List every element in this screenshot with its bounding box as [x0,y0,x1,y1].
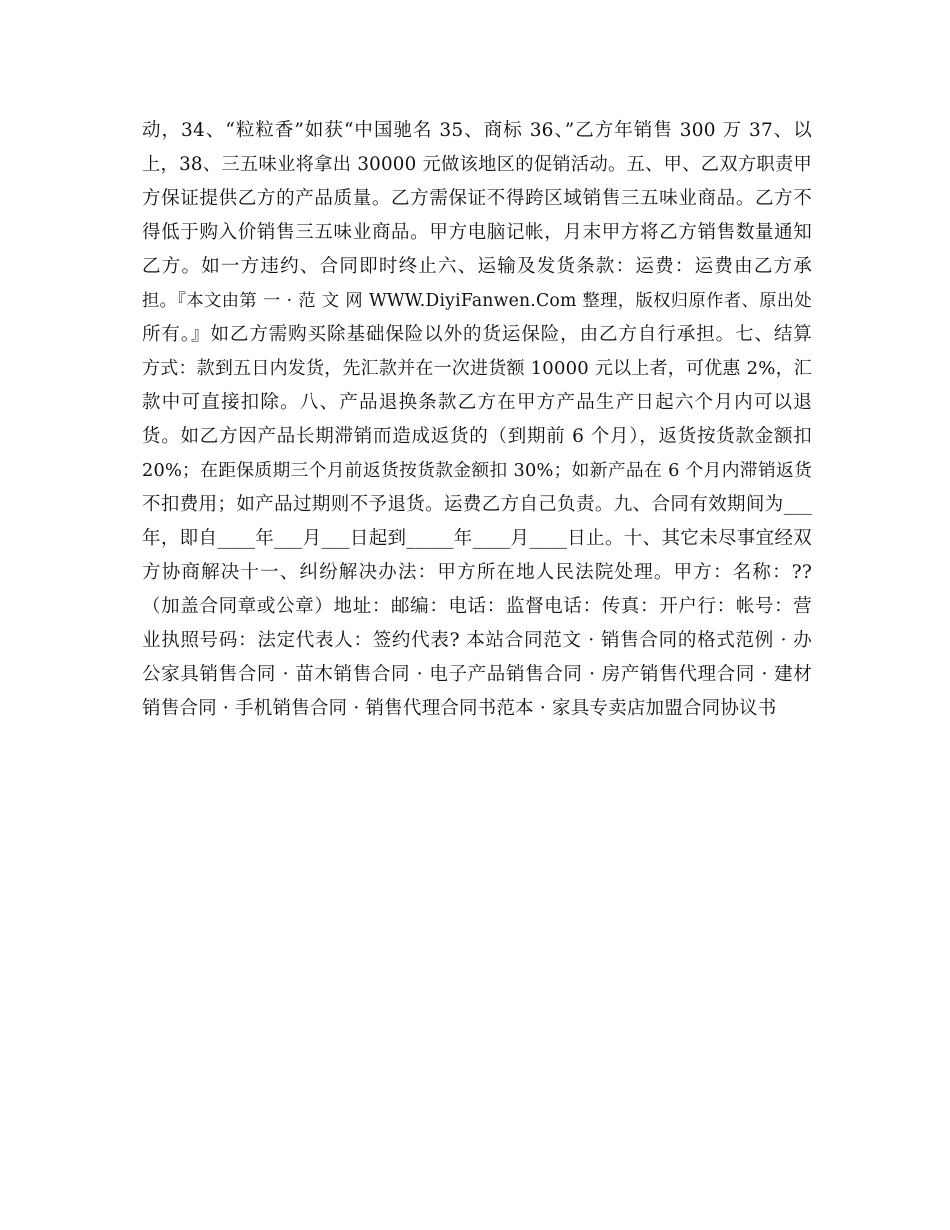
text-line: 年，即自____年___月___日起到_____年____月____日止。十、其它未尽事宜经双 [142,528,812,549]
text-line: 方协商解决十一、纠纷解决办法：甲方所在地人民法院处理。甲方：名称：?? [142,562,812,583]
text-line: 得低于购入价销售三五味业商品。甲方电脑记帐，月末甲方将乙方销售数量通知 [142,222,812,243]
text-line: 20%；在距保质期三个月前返货按货款金额扣 30%；如新产品在 6 个月内滞销返货 [142,461,812,481]
document-body [142,114,812,726]
text-line: 所有。』如乙方需购买除基础保险以外的货运保险，由乙方自行承担。七、结算 [142,324,812,345]
text-line: 动，34、“粒粒香”如获“中国驰名 35、商标 36、”乙方年销售 300 万 37、以 [142,120,812,141]
text-line: 上，38、三五味业将拿出 30000 元做该地区的促销活动。五、甲、乙双方职责甲 [142,154,812,175]
text-line: （加盖合同章或公章）地址：邮编：电话：监督电话：传真：开户行：帐号：营 [142,596,812,617]
text-line: 销售合同 · 手机销售合同 · 销售代理合同书范本 · 家具专卖店加盟合同协议书 [142,698,777,719]
text-line: 担。『本文由第 一 · 范 文 网 WWW.DiyiFanwen.Com 整理，版权归原作者、原出处 [142,291,812,311]
text-line: 货。如乙方因产品长期滞销而造成返货的（到期前 6 个月），返货按货款金额扣 [142,426,812,447]
text-line: 公家具销售合同 · 苗木销售合同 · 电子产品销售合同 · 房产销售代理合同 · 建材 [142,664,812,685]
text-line: 款中可直接扣除。八、产品退换条款乙方在甲方产品生产日起六个月内可以退 [142,392,812,413]
text-line: 方式：款到五日内发货，先汇款并在一次进货额 10000 元以上者，可优惠 2%，汇 [142,358,812,379]
text-line: 方保证提供乙方的产品质量。乙方需保证不得跨区域销售三五味业商品。乙方不 [142,188,812,209]
text-line: 不扣费用；如产品过期则不予退货。运费乙方自己负责。九、合同有效期间为___ [142,494,812,515]
text-line: 业执照号码：法定代表人：签约代表? 本站合同范文 · 销售合同的格式范例 · 办 [142,630,812,651]
text-line: 乙方。如一方违约、合同即时终止六、运输及发货条款：运费：运费由乙方承 [142,256,812,277]
